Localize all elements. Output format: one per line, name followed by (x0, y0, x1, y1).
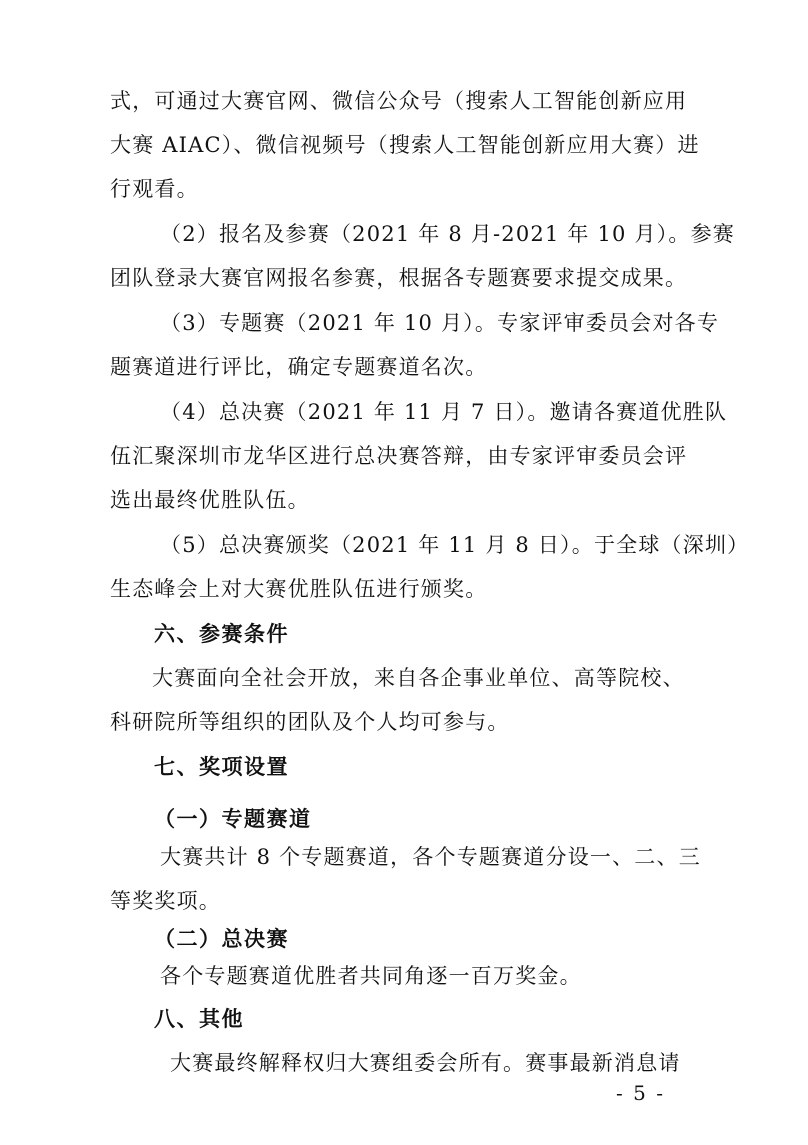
body-line: 式，可通过大赛官网、微信公众号（搜索人工智能创新应用 (110, 89, 688, 113)
subsection-heading-2: （二）总决赛 (154, 927, 289, 951)
body-line: 大赛共计 8 个专题赛道，各个专题赛道分设一、二、三 (160, 845, 701, 869)
body-line: 生态峰会上对大赛优胜队伍进行颁奖。 (110, 577, 488, 601)
body-line: 大赛面向全社会开放，来自各企事业单位、高等院校、 (152, 666, 685, 690)
page-number: - 5 - (616, 1081, 665, 1105)
body-line: 大赛 AIAC）、微信视频号（搜索人工智能创新应用大赛）进 (110, 133, 700, 157)
body-line: 行观看。 (110, 177, 199, 201)
schedule-item-3: （3）专题赛（2021 年 10 月）。专家评审委员会对各专 (160, 311, 720, 335)
subsection-heading-1: （一）专题赛道 (154, 807, 312, 831)
body-line: 等奖奖项。 (110, 889, 221, 913)
schedule-item-4: （4）总决赛（2021 年 11 月 7 日）。邀请各赛道优胜队 (160, 400, 728, 424)
section-heading-6: 六、参赛条件 (154, 622, 289, 646)
body-line: 题赛道进行评比，确定专题赛道名次。 (110, 355, 488, 379)
schedule-item-5: （5）总决赛颁奖（2021 年 11 月 8 日）。于全球（深圳） (160, 533, 750, 557)
body-line: 科研院所等组织的团队及个人均可参与。 (110, 710, 510, 734)
body-line: 团队登录大赛官网报名参赛，根据各专题赛要求提交成果。 (110, 266, 688, 290)
body-line: 各个专题赛道优胜者共同角逐一百万奖金。 (160, 964, 582, 988)
body-line: 大赛最终解释权归大赛组委会所有。赛事最新消息请 (170, 1051, 681, 1075)
body-line: 选出最终优胜队伍。 (110, 488, 310, 512)
section-heading-8: 八、其他 (154, 1007, 244, 1031)
schedule-item-2: （2）报名及参赛（2021 年 8 月-2021 年 10 月）。参赛 (160, 222, 735, 246)
section-heading-7: 七、奖项设置 (154, 755, 289, 779)
body-line: 伍汇聚深圳市龙华区进行总决赛答辩，由专家评审委员会评 (110, 444, 688, 468)
